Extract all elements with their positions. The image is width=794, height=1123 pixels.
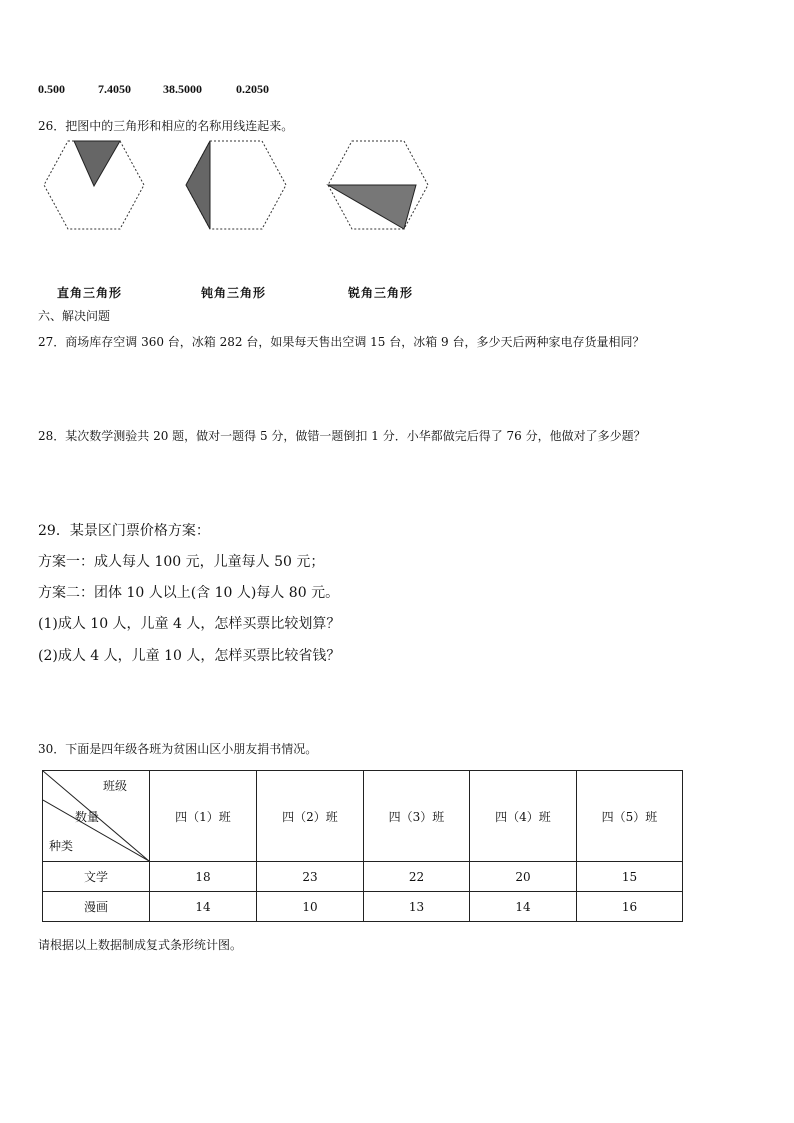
question-29-sub-2: (2)成人 4 人，儿童 10 人，怎样买票比较省钱？ bbox=[38, 648, 341, 664]
number-item: 0.500 bbox=[38, 82, 65, 96]
table-cell: 13 bbox=[364, 892, 470, 922]
table-cell: 14 bbox=[470, 892, 577, 922]
table-row bbox=[43, 862, 683, 892]
section-title: 六、解决问题 bbox=[38, 309, 111, 323]
table-cell: 14 bbox=[150, 892, 257, 922]
question-29-plan-2: 方案二：团体 10 人以上(含 10 人)每人 80 元。 bbox=[38, 585, 340, 601]
triangle-label-right: 直角三角形 bbox=[57, 286, 123, 300]
table-cell: 10 bbox=[257, 892, 364, 922]
table-cell: 23 bbox=[257, 862, 364, 892]
question-29-title: 29．某景区门票价格方案： bbox=[38, 523, 210, 539]
hexagon-figure-3 bbox=[326, 138, 430, 232]
table-cell: 18 bbox=[150, 862, 257, 892]
table-diagonal-header bbox=[43, 771, 150, 862]
question-27: 27．商场库存空调 360 台，冰箱 282 台，如果每天售出空调 15 台，冰箱 9 台，多少天后两种家电存货量相同？ bbox=[38, 335, 645, 349]
question-30: 30．下面是四年级各班为贫困山区小朋友捐书情况。 bbox=[38, 742, 318, 756]
class-header: 四（2）班 bbox=[257, 771, 364, 862]
class-header: 四（5）班 bbox=[577, 771, 683, 862]
hexagon-figure-1 bbox=[42, 138, 146, 232]
number-item: 38.5000 bbox=[163, 82, 202, 96]
question-28: 28．某次数学测验共 20 题，做对一题得 5 分，做错一题倒扣 1 分．小华都做完后得了 76 分，他做对了多少题？ bbox=[38, 429, 646, 443]
book-donation-table bbox=[42, 770, 683, 922]
table-cell: 22 bbox=[364, 862, 470, 892]
question-30-instruction: 请根据以上数据制成复式条形统计图。 bbox=[38, 938, 243, 952]
table-cell: 15 bbox=[577, 862, 683, 892]
header-class-label: 班级 bbox=[103, 779, 128, 793]
table-row bbox=[43, 892, 683, 922]
triangle-label-acute: 锐角三角形 bbox=[348, 286, 414, 300]
number-list bbox=[38, 82, 269, 97]
table-cell: 16 bbox=[577, 892, 683, 922]
class-header: 四（4）班 bbox=[470, 771, 577, 862]
class-header: 四（3）班 bbox=[364, 771, 470, 862]
hexagon-figure-2 bbox=[184, 138, 288, 232]
question-29-sub-1: (1)成人 10 人，儿童 4 人，怎样买票比较划算？ bbox=[38, 616, 341, 632]
question-26: 26．把图中的三角形和相应的名称用线连起来。 bbox=[38, 119, 294, 133]
table-cell: 20 bbox=[470, 862, 577, 892]
triangle-label-obtuse: 钝角三角形 bbox=[201, 286, 267, 300]
question-29-plan-1: 方案一：成人每人 100 元，儿童每人 50 元； bbox=[38, 554, 325, 570]
header-kind-label: 种类 bbox=[49, 839, 74, 853]
number-item: 7.4050 bbox=[98, 82, 131, 96]
row-kind: 漫画 bbox=[43, 892, 150, 922]
class-header: 四（1）班 bbox=[150, 771, 257, 862]
number-item: 0.2050 bbox=[236, 82, 269, 96]
row-kind: 文学 bbox=[43, 862, 150, 892]
table-header-row bbox=[43, 771, 683, 862]
header-quantity-label: 数量 bbox=[75, 810, 100, 824]
